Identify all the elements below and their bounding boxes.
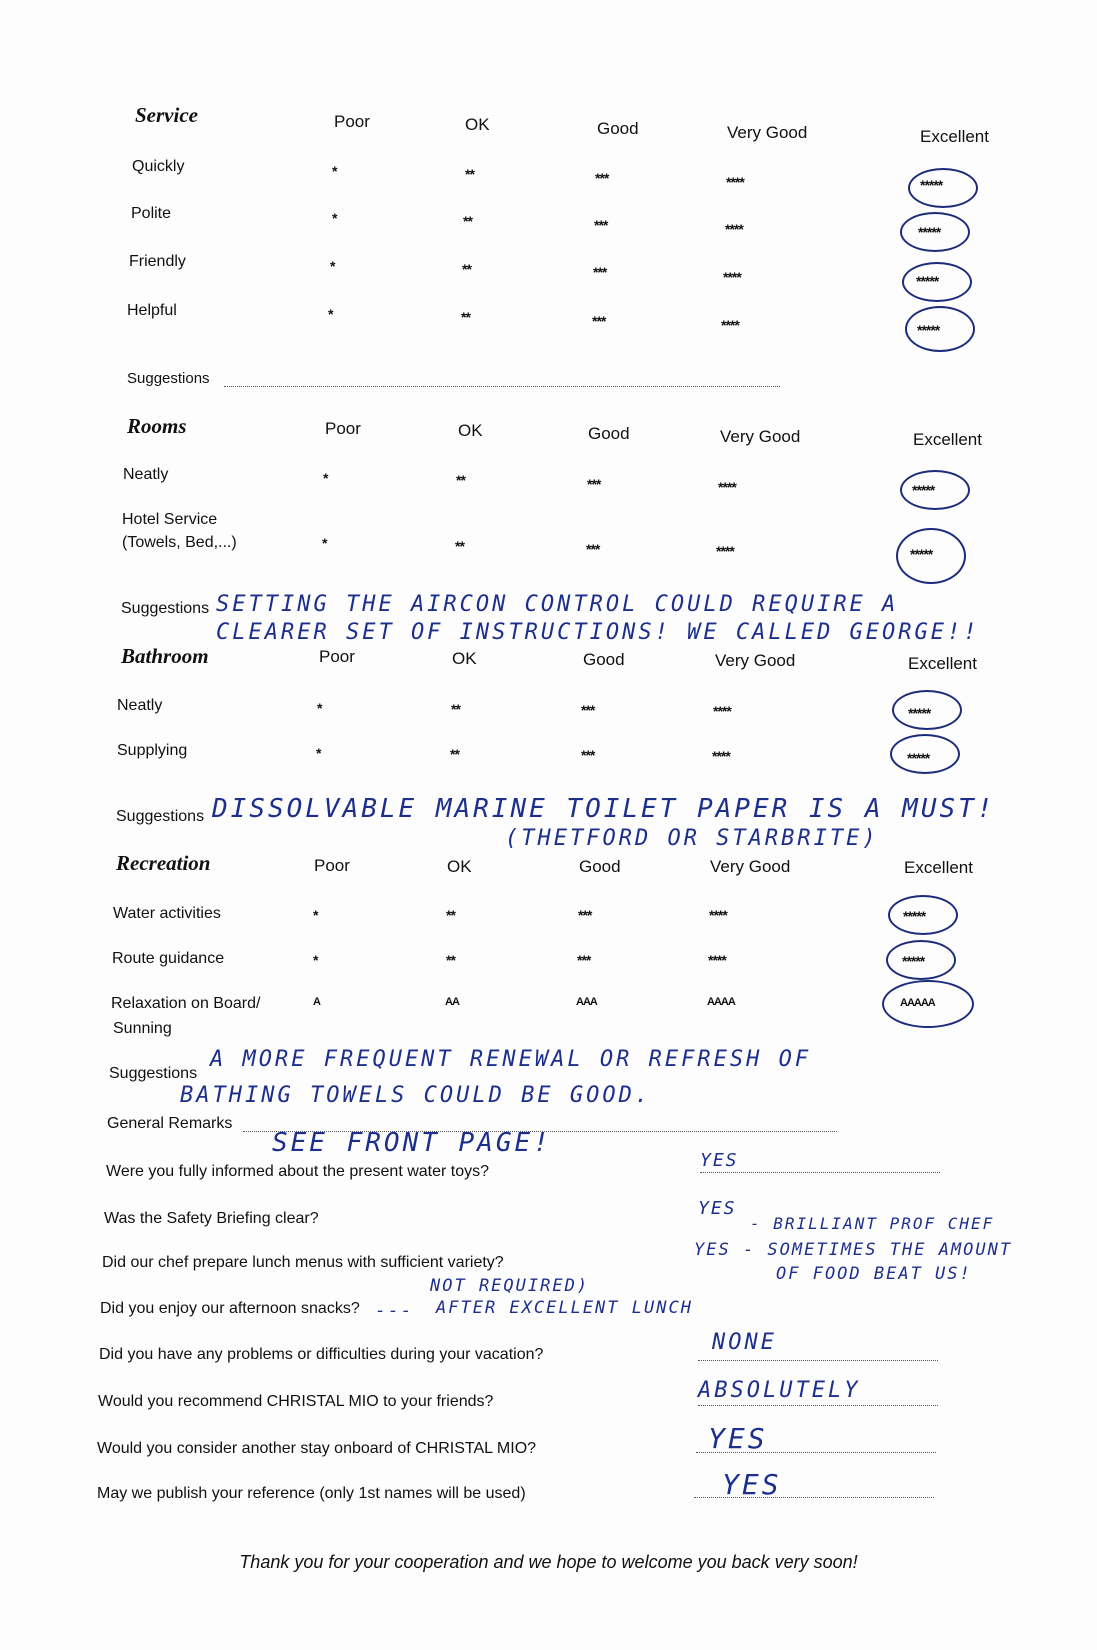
suggestions-label: Suggestions	[121, 600, 210, 617]
answer: YES	[698, 1198, 737, 1219]
question: Did you enjoy our afternoon snacks?	[100, 1300, 360, 1317]
star-option[interactable]: ***	[578, 907, 592, 923]
star-option[interactable]: *****	[910, 546, 933, 562]
row-label: Relaxation on Board/	[111, 995, 261, 1012]
selected-circle	[905, 306, 975, 352]
handwritten-note: ---	[375, 1300, 414, 1321]
star-option[interactable]: *	[328, 306, 333, 322]
answer: NONE	[712, 1330, 777, 1355]
section-title: Service	[135, 103, 198, 127]
handwritten-suggestion: SETTING THE AIRCON CONTROL COULD REQUIRE A	[216, 592, 899, 617]
star-option[interactable]: **	[462, 261, 471, 277]
handwritten-suggestion: CLEARER SET OF INSTRUCTIONS! WE CALLED GEORGE!!	[216, 620, 980, 645]
star-option[interactable]: ****	[718, 479, 736, 495]
section-title: Recreation	[116, 851, 211, 875]
star-option[interactable]: *****	[917, 322, 940, 338]
star-option[interactable]: AAAA	[707, 996, 735, 1008]
star-option[interactable]: ***	[594, 217, 608, 233]
rating-header-good: Good	[579, 857, 621, 876]
rating-header-very-good: Very Good	[715, 651, 796, 670]
handwritten-note: NOT REQUIRED)	[430, 1276, 590, 1296]
handwritten-suggestion: BATHING TOWELS COULD BE GOOD.	[180, 1083, 652, 1108]
star-option[interactable]: ***	[581, 702, 595, 718]
star-option[interactable]: **	[446, 907, 455, 923]
answer: YES	[708, 1422, 768, 1455]
rating-header-excellent: Excellent	[913, 430, 982, 449]
selected-circle	[886, 940, 956, 980]
star-option[interactable]: A	[313, 996, 320, 1008]
row-label: Water activities	[113, 905, 221, 922]
star-option[interactable]: *	[317, 700, 322, 716]
rating-header-poor: Poor	[334, 112, 370, 131]
star-option[interactable]: *****	[903, 908, 926, 924]
suggestions-label: Suggestions	[116, 808, 205, 825]
star-option[interactable]: *****	[918, 224, 941, 240]
selected-circle	[890, 734, 960, 774]
star-option[interactable]: **	[450, 746, 459, 762]
star-option[interactable]: **	[446, 952, 455, 968]
answer-line	[698, 1360, 938, 1361]
rating-header-ok: OK	[458, 421, 483, 440]
star-option[interactable]: *	[313, 907, 318, 923]
star-option[interactable]: *****	[916, 273, 939, 289]
rating-header-good: Good	[588, 424, 630, 443]
star-option[interactable]: **	[456, 472, 465, 488]
question: Would you consider another stay onboard of CHRISTAL MIO?	[97, 1440, 537, 1457]
star-option[interactable]: **	[451, 701, 460, 717]
rating-header-ok: OK	[452, 649, 477, 668]
star-option[interactable]: ***	[593, 264, 607, 280]
general-remarks-label: General Remarks	[107, 1115, 233, 1132]
star-option[interactable]: *	[316, 745, 321, 761]
selected-circle	[900, 470, 970, 510]
selected-circle	[896, 528, 966, 584]
star-option[interactable]: *	[323, 470, 328, 486]
row-label: Friendly	[129, 253, 186, 270]
star-option[interactable]: AA	[445, 996, 459, 1008]
star-option[interactable]: *****	[920, 177, 943, 193]
row-label: Sunning	[113, 1020, 172, 1037]
star-option[interactable]: ***	[595, 170, 609, 186]
rating-header-good: Good	[583, 650, 625, 669]
star-option[interactable]: ****	[726, 174, 744, 190]
row-label: Neatly	[123, 466, 169, 483]
answer-line	[696, 1452, 936, 1453]
star-option[interactable]: ***	[587, 476, 601, 492]
question: May we publish your reference (only 1st names will be used)	[97, 1485, 526, 1502]
question: Did you have any problems or difficulties during your vacation?	[99, 1346, 544, 1363]
star-option[interactable]: *	[332, 163, 337, 179]
row-label: Neatly	[117, 697, 163, 714]
answer-line	[698, 1405, 938, 1406]
answer: YES	[700, 1150, 739, 1171]
star-option[interactable]: ***	[586, 541, 600, 557]
handwritten-suggestion: A MORE FREQUENT RENEWAL OR REFRESH OF	[210, 1047, 812, 1072]
rating-header-excellent: Excellent	[904, 858, 973, 877]
answer-line	[700, 1172, 940, 1173]
star-option[interactable]: AAAAA	[900, 997, 935, 1009]
answer: YES - SOMETIMES THE AMOUNT	[694, 1240, 1013, 1260]
star-option[interactable]: ****	[725, 221, 743, 237]
star-option[interactable]: ****	[721, 317, 739, 333]
rating-header-poor: Poor	[325, 419, 361, 438]
question: Were you fully informed about the present water toys?	[106, 1163, 490, 1180]
selected-circle	[892, 690, 962, 730]
star-option[interactable]: ****	[708, 952, 726, 968]
selected-circle	[882, 980, 974, 1028]
suggestions-label: Suggestions	[109, 1065, 198, 1082]
star-option[interactable]: AAA	[576, 996, 597, 1008]
answer: YES	[722, 1468, 782, 1501]
star-option[interactable]: *****	[907, 750, 930, 766]
selected-circle	[908, 168, 978, 208]
selected-circle	[900, 212, 970, 252]
star-option[interactable]: *	[322, 535, 327, 551]
rating-header-excellent: Excellent	[920, 127, 989, 146]
rating-header-very-good: Very Good	[720, 427, 801, 446]
selected-circle	[902, 262, 972, 302]
star-option[interactable]: ***	[581, 747, 595, 763]
row-label: Polite	[131, 205, 172, 222]
star-option[interactable]: ****	[712, 748, 730, 764]
handwritten-suggestion: DISSOLVABLE MARINE TOILET PAPER IS A MUST!	[212, 794, 996, 824]
section-title: Rooms	[127, 414, 187, 438]
star-option[interactable]: *****	[912, 482, 935, 498]
handwritten-note: OF FOOD BEAT US!	[776, 1264, 972, 1284]
row-label: Helpful	[127, 302, 177, 319]
rating-header-very-good: Very Good	[710, 857, 791, 876]
handwritten-note: - BRILLIANT PROF CHEF	[750, 1214, 995, 1233]
star-option[interactable]: *	[313, 952, 318, 968]
star-option[interactable]: *****	[908, 705, 931, 721]
answer: AFTER EXCELLENT LUNCH	[436, 1298, 693, 1318]
rating-header-very-good: Very Good	[727, 123, 808, 142]
selected-circle	[888, 895, 958, 935]
star-option[interactable]: ****	[716, 543, 734, 559]
question: Would you recommend CHRISTAL MIO to your friends?	[98, 1393, 494, 1410]
star-option[interactable]: ***	[592, 313, 606, 329]
section-title: Bathroom	[121, 644, 209, 668]
rating-header-poor: Poor	[319, 647, 355, 666]
star-option[interactable]: **	[455, 538, 464, 554]
question: Did our chef prepare lunch menus with sufficient variety?	[102, 1254, 504, 1271]
answer: ABSOLUTELY	[698, 1378, 861, 1403]
footer-message: Thank you for your cooperation and we hope to welcome you back very soon!	[239, 1552, 858, 1572]
star-option[interactable]: ****	[713, 703, 731, 719]
handwritten-remark: SEE FRONT PAGE!	[272, 1128, 552, 1158]
row-label: (Towels, Bed,...)	[122, 534, 237, 551]
star-option[interactable]: ***	[577, 952, 591, 968]
answer-line	[694, 1497, 934, 1498]
suggestions-line	[224, 386, 780, 387]
star-option[interactable]: *****	[902, 953, 925, 969]
row-label: Hotel Service	[122, 511, 218, 528]
star-option[interactable]: *	[332, 210, 337, 226]
star-option[interactable]: *	[330, 258, 335, 274]
rating-header-excellent: Excellent	[908, 654, 977, 673]
handwritten-suggestion: (THETFORD OR STARBRITE)	[505, 826, 879, 851]
star-option[interactable]: **	[463, 213, 472, 229]
row-label: Route guidance	[112, 950, 225, 967]
rating-header-ok: OK	[465, 115, 490, 134]
star-option[interactable]: **	[465, 166, 474, 182]
star-option[interactable]: ****	[723, 269, 741, 285]
rating-header-good: Good	[597, 119, 639, 138]
rating-header-poor: Poor	[314, 856, 350, 875]
star-option[interactable]: ****	[709, 907, 727, 923]
star-option[interactable]: **	[461, 309, 470, 325]
row-label: Quickly	[132, 158, 185, 175]
rating-header-ok: OK	[447, 857, 472, 876]
suggestions-label: Suggestions	[127, 370, 210, 387]
row-label: Supplying	[117, 742, 188, 759]
question: Was the Safety Briefing clear?	[104, 1210, 319, 1227]
